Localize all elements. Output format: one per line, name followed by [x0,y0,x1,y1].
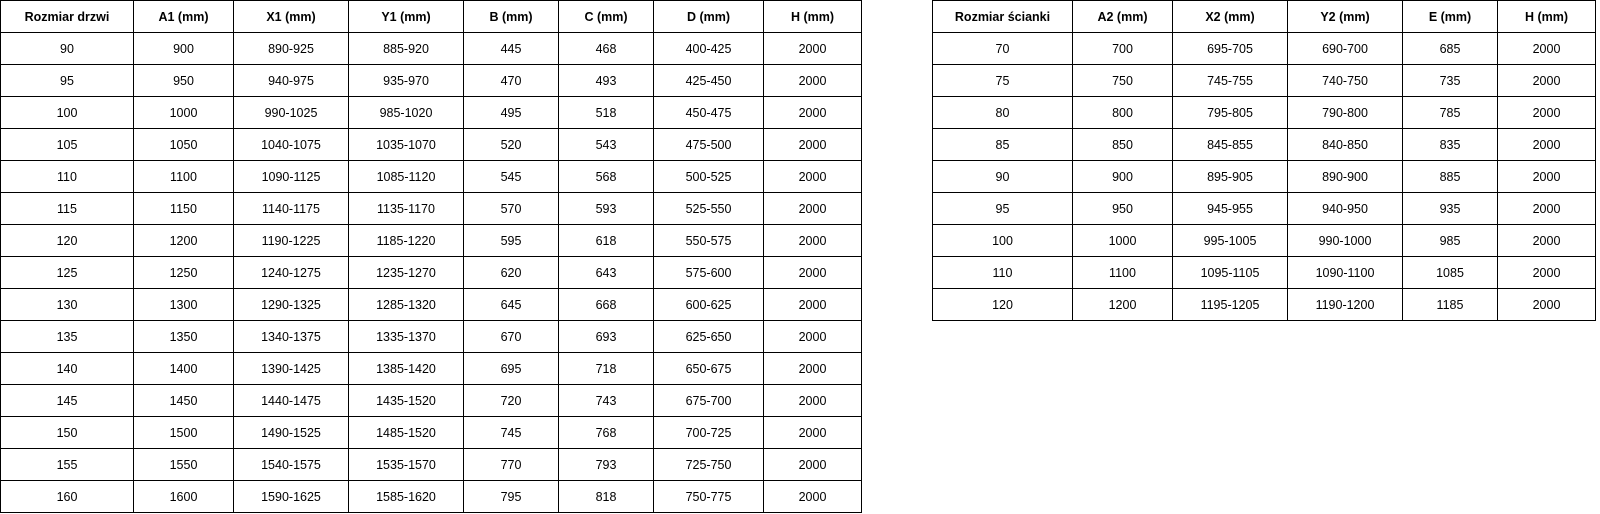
table-cell: 1150 [134,193,234,225]
door-table-column-header: A1 (mm) [134,1,234,33]
table-cell: 1090-1125 [234,161,349,193]
table-row [1,481,862,513]
wall-table-column-header: Rozmiar ścianki [933,1,1073,33]
table-row [1,257,862,289]
table-cell: 1440-1475 [234,385,349,417]
table-cell: 2000 [764,193,862,225]
table-cell: 1340-1375 [234,321,349,353]
table-cell: 2000 [764,481,862,513]
table-cell: 700-725 [654,417,764,449]
table-cell: 550-575 [654,225,764,257]
table-cell: 675-700 [654,385,764,417]
table-row [933,65,1596,97]
table-cell: 100 [1,97,134,129]
table-cell: 1350 [134,321,234,353]
table-cell: 1035-1070 [349,129,464,161]
table-cell: 1190-1200 [1288,289,1403,321]
table-row [1,129,862,161]
table-row [1,33,862,65]
table-cell: 1085 [1403,257,1498,289]
table-cell: 725-750 [654,449,764,481]
table-row [933,97,1596,129]
table-cell: 1390-1425 [234,353,349,385]
table-cell: 950 [1073,193,1173,225]
table-cell: 1435-1520 [349,385,464,417]
table-row [1,353,862,385]
table-cell: 475-500 [654,129,764,161]
table-cell: 1590-1625 [234,481,349,513]
table-cell: 1100 [134,161,234,193]
table-cell: 110 [1,161,134,193]
table-cell: 625-650 [654,321,764,353]
table-cell: 2000 [1498,33,1596,65]
table-cell: 120 [1,225,134,257]
table-cell: 150 [1,417,134,449]
table-cell: 120 [933,289,1073,321]
table-cell: 1585-1620 [349,481,464,513]
table-cell: 900 [1073,161,1173,193]
door-table-column-header: Y1 (mm) [349,1,464,33]
table-cell: 105 [1,129,134,161]
table-cell: 890-925 [234,33,349,65]
table-cell: 1485-1520 [349,417,464,449]
table-cell: 895-905 [1173,161,1288,193]
table-cell: 155 [1,449,134,481]
table-cell: 690-700 [1288,33,1403,65]
table-cell: 720 [464,385,559,417]
table-cell: 645 [464,289,559,321]
table-cell: 1185-1220 [349,225,464,257]
table-cell: 718 [559,353,654,385]
table-cell: 2000 [1498,193,1596,225]
table-cell: 835 [1403,129,1498,161]
table-cell: 2000 [1498,225,1596,257]
table-cell: 425-450 [654,65,764,97]
table-cell: 790-800 [1288,97,1403,129]
table-cell: 1540-1575 [234,449,349,481]
table-cell: 935-970 [349,65,464,97]
table-cell: 95 [1,65,134,97]
table-cell: 990-1000 [1288,225,1403,257]
door-table-body [1,33,862,513]
table-row [1,225,862,257]
table-cell: 130 [1,289,134,321]
table-cell: 2000 [764,417,862,449]
table-cell: 145 [1,385,134,417]
table-cell: 568 [559,161,654,193]
table-cell: 1000 [134,97,234,129]
table-cell: 445 [464,33,559,65]
table-cell: 940-950 [1288,193,1403,225]
table-cell: 2000 [1498,257,1596,289]
table-cell: 935 [1403,193,1498,225]
table-cell: 70 [933,33,1073,65]
table-cell: 885 [1403,161,1498,193]
table-cell: 1290-1325 [234,289,349,321]
table-row [933,289,1596,321]
table-cell: 2000 [764,161,862,193]
table-header-row [1,1,862,33]
door-table-column-header: D (mm) [654,1,764,33]
table-row [933,161,1596,193]
table-row [933,33,1596,65]
table-row [1,321,862,353]
table-cell: 500-525 [654,161,764,193]
table-row [933,225,1596,257]
table-header-row [933,1,1596,33]
table-cell: 2000 [764,257,862,289]
table-cell: 850 [1073,129,1173,161]
table-cell: 1300 [134,289,234,321]
table-cell: 1450 [134,385,234,417]
table-cell: 2000 [764,33,862,65]
wall-table-column-header: E (mm) [1403,1,1498,33]
table-cell: 1335-1370 [349,321,464,353]
table-cell: 740-750 [1288,65,1403,97]
table-row [1,97,862,129]
table-cell: 1235-1270 [349,257,464,289]
table-cell: 525-550 [654,193,764,225]
table-cell: 643 [559,257,654,289]
table-cell: 770 [464,449,559,481]
wall-size-table [932,0,1596,321]
table-cell: 2000 [1498,289,1596,321]
door-table-column-header: B (mm) [464,1,559,33]
table-cell: 518 [559,97,654,129]
table-cell: 1535-1570 [349,449,464,481]
table-cell: 620 [464,257,559,289]
table-cell: 900 [134,33,234,65]
table-cell: 1040-1075 [234,129,349,161]
table-cell: 2000 [764,321,862,353]
table-cell: 545 [464,161,559,193]
wall-table-body [933,33,1596,321]
table-cell: 1600 [134,481,234,513]
table-row [933,193,1596,225]
wall-table-column-header: H (mm) [1498,1,1596,33]
table-cell: 618 [559,225,654,257]
table-cell: 650-675 [654,353,764,385]
table-row [1,193,862,225]
table-cell: 670 [464,321,559,353]
table-cell: 1085-1120 [349,161,464,193]
table-cell: 400-425 [654,33,764,65]
table-cell: 1195-1205 [1173,289,1288,321]
table-cell: 115 [1,193,134,225]
table-cell: 2000 [764,225,862,257]
table-cell: 135 [1,321,134,353]
table-row [933,129,1596,161]
table-cell: 160 [1,481,134,513]
table-cell: 1240-1275 [234,257,349,289]
table-cell: 840-850 [1288,129,1403,161]
table-cell: 945-955 [1173,193,1288,225]
table-row [1,449,862,481]
table-cell: 1140-1175 [234,193,349,225]
table-cell: 1490-1525 [234,417,349,449]
table-cell: 495 [464,97,559,129]
table-cell: 2000 [764,449,862,481]
table-cell: 700 [1073,33,1173,65]
door-table-column-header: Rozmiar drzwi [1,1,134,33]
table-cell: 470 [464,65,559,97]
table-cell: 685 [1403,33,1498,65]
wall-table-column-header: A2 (mm) [1073,1,1173,33]
table-cell: 940-975 [234,65,349,97]
table-cell: 600-625 [654,289,764,321]
table-cell: 890-900 [1288,161,1403,193]
table-cell: 1185 [1403,289,1498,321]
table-cell: 795 [464,481,559,513]
table-cell: 1135-1170 [349,193,464,225]
table-cell: 693 [559,321,654,353]
table-cell: 90 [933,161,1073,193]
table-cell: 2000 [764,385,862,417]
table-cell: 745 [464,417,559,449]
table-cell: 990-1025 [234,97,349,129]
table-cell: 1500 [134,417,234,449]
table-cell: 2000 [1498,97,1596,129]
table-cell: 800 [1073,97,1173,129]
table-cell: 95 [933,193,1073,225]
table-cell: 1385-1420 [349,353,464,385]
table-cell: 2000 [764,97,862,129]
table-cell: 885-920 [349,33,464,65]
table-cell: 493 [559,65,654,97]
table-cell: 125 [1,257,134,289]
table-cell: 110 [933,257,1073,289]
table-cell: 1000 [1073,225,1173,257]
table-cell: 695 [464,353,559,385]
table-cell: 795-805 [1173,97,1288,129]
table-cell: 575-600 [654,257,764,289]
wall-table-column-header: Y2 (mm) [1288,1,1403,33]
table-cell: 985 [1403,225,1498,257]
table-cell: 745-755 [1173,65,1288,97]
table-cell: 1550 [134,449,234,481]
table-cell: 75 [933,65,1073,97]
table-row [1,385,862,417]
table-cell: 140 [1,353,134,385]
table-cell: 793 [559,449,654,481]
table-cell: 1250 [134,257,234,289]
table-cell: 595 [464,225,559,257]
table-cell: 570 [464,193,559,225]
table-row [1,65,862,97]
table-cell: 1095-1105 [1173,257,1288,289]
table-cell: 85 [933,129,1073,161]
table-cell: 2000 [764,65,862,97]
door-table-column-header: H (mm) [764,1,862,33]
table-cell: 995-1005 [1173,225,1288,257]
table-row [1,417,862,449]
table-row [1,289,862,321]
table-cell: 743 [559,385,654,417]
table-cell: 1190-1225 [234,225,349,257]
table-cell: 1090-1100 [1288,257,1403,289]
table-cell: 2000 [764,289,862,321]
table-cell: 90 [1,33,134,65]
table-cell: 695-705 [1173,33,1288,65]
door-table-column-header: C (mm) [559,1,654,33]
table-cell: 950 [134,65,234,97]
table-cell: 2000 [764,353,862,385]
table-cell: 750-775 [654,481,764,513]
table-cell: 468 [559,33,654,65]
table-row [1,161,862,193]
table-cell: 785 [1403,97,1498,129]
table-cell: 985-1020 [349,97,464,129]
wall-table-column-header: X2 (mm) [1173,1,1288,33]
table-cell: 668 [559,289,654,321]
table-row [933,257,1596,289]
table-cell: 2000 [764,129,862,161]
table-cell: 818 [559,481,654,513]
table-cell: 1100 [1073,257,1173,289]
table-cell: 2000 [1498,129,1596,161]
table-cell: 1285-1320 [349,289,464,321]
wall-table-header [933,1,1596,33]
table-cell: 2000 [1498,161,1596,193]
table-cell: 100 [933,225,1073,257]
table-cell: 2000 [1498,65,1596,97]
door-table-header [1,1,862,33]
table-cell: 520 [464,129,559,161]
table-cell: 593 [559,193,654,225]
table-cell: 1400 [134,353,234,385]
table-cell: 80 [933,97,1073,129]
table-cell: 450-475 [654,97,764,129]
table-cell: 1200 [134,225,234,257]
door-table-column-header: X1 (mm) [234,1,349,33]
wall-size-table-container [932,0,1596,321]
table-cell: 1200 [1073,289,1173,321]
table-cell: 845-855 [1173,129,1288,161]
table-cell: 735 [1403,65,1498,97]
table-cell: 1050 [134,129,234,161]
table-cell: 768 [559,417,654,449]
table-cell: 750 [1073,65,1173,97]
table-cell: 543 [559,129,654,161]
